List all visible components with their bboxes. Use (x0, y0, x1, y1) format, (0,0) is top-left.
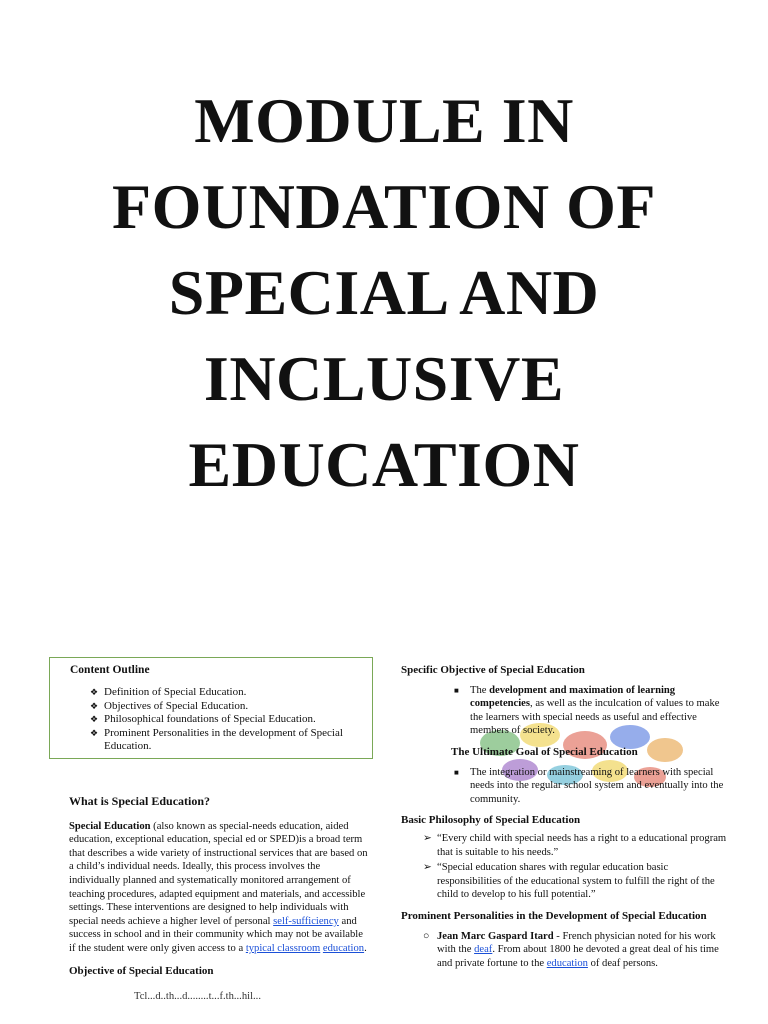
diamond-bullet-icon: ❖ (90, 727, 99, 738)
link-typical-classroom[interactable]: typical classroom (245, 942, 321, 954)
outline-item-text: Philosophical foundations of Special Education. (104, 713, 316, 725)
item-bold-text: development and maximation of learning competencies (470, 684, 676, 710)
outline-item-text: Definition of Special Education. (104, 686, 247, 698)
list-item (92, 700, 356, 714)
paragraph-text: . (364, 942, 367, 954)
paragraph-text: and success in school and in their community which may not be available if the student were only given access to a (69, 915, 363, 954)
ultimate-goal-list (401, 766, 731, 807)
section-heading-ultimate-goal: The Ultimate Goal of Special Education (451, 745, 638, 758)
title-line: EDUCATION (188, 429, 580, 500)
section-heading-objective: Objective of Special Education (69, 964, 214, 977)
right-column (401, 664, 731, 970)
section-heading-basic-philosophy: Basic Philosophy of Special Education (401, 814, 581, 827)
link-education[interactable]: education (546, 957, 588, 969)
arrow-bullet-icon: ➢ (423, 832, 432, 844)
item-text: “Special education shares with regular education basic responsibilities of the educational system to fulfill the right of the child to develop to his full potential.” (437, 862, 715, 901)
diamond-bullet-icon: ❖ (90, 714, 99, 724)
paragraph-text: (also known as special-needs education, aided education, exceptional education, special ed or SPED)is a broad term that describes a wide variety of instructional services that are based on a child’s individual needs. Ideally, this process involves the individually planned and systematically monitored arrangement of teaching procedures, adapted equipment and materials, and accessible settings. These interventions are designed to help individuals with special needs achieve a higher level of personal (69, 820, 368, 927)
outline-list (70, 686, 372, 754)
section-heading-specific-objective: Specific Objective of Special Education (401, 664, 585, 676)
item-text: - French physician noted for his work with the (437, 930, 716, 956)
list-item (401, 684, 731, 738)
cut-off-text: Tcl...d..th...d........t...f.th...hil... (134, 991, 261, 1003)
item-text: . From about 1800 he devoted a great deal of his time and private fortune to the (437, 944, 719, 969)
outline-item-text: Objectives of Special Education. (104, 699, 249, 712)
list-item (92, 713, 356, 727)
link-self-sufficiency[interactable]: self-sufficiency (273, 915, 339, 927)
square-bullet-icon: ■ (454, 685, 459, 695)
link-education[interactable]: education (322, 942, 365, 954)
circle-bullet-icon: ○ (423, 930, 430, 942)
item-text: The integration or mainstreaming of learners with special needs into the regular school system and eventually into the community. (470, 766, 724, 805)
diamond-bullet-icon: ❖ (90, 687, 99, 697)
item-text: “Every child with special needs has a right to a educational program that is suitable to his needs.” (437, 832, 727, 858)
person-name: Jean Marc Gaspard Itard (437, 930, 554, 942)
content-outline-box (49, 657, 373, 759)
left-column (69, 795, 369, 1004)
term: Special Education (69, 820, 151, 832)
title-line: SPECIAL AND (168, 257, 600, 328)
philosophy-list (401, 832, 731, 902)
module-title (0, 78, 768, 508)
item-text: , as well as the inculcation of values to make the learners with special needs as useful and effective members of society. (470, 698, 720, 737)
list-item (401, 930, 731, 971)
list-item (401, 861, 731, 902)
section-heading-personalities: Prominent Personalities in the Development of Special Education (401, 909, 707, 922)
outline-heading: Content Outline (70, 664, 150, 676)
list-item (92, 727, 356, 754)
item-text: of deaf persons. (587, 957, 658, 969)
title-line: FOUNDATION OF (112, 171, 656, 242)
section-heading-what-is: What is Special Education? (69, 794, 211, 808)
list-item (92, 686, 356, 700)
square-bullet-icon: ■ (454, 767, 459, 777)
diamond-bullet-icon: ❖ (90, 700, 99, 711)
title-line: MODULE IN (194, 85, 574, 156)
outline-item-text: Prominent Personalities in the development of Special Education. (104, 726, 343, 752)
title-line: INCLUSIVE (203, 343, 565, 414)
list-item (401, 832, 731, 859)
specific-objective-list (401, 684, 731, 738)
arrow-bullet-icon: ➢ (423, 862, 432, 874)
personalities-list (401, 930, 731, 971)
list-item (401, 766, 731, 807)
definition-paragraph (69, 820, 369, 956)
item-text: The (470, 684, 490, 696)
link-deaf[interactable]: deaf (474, 944, 493, 956)
